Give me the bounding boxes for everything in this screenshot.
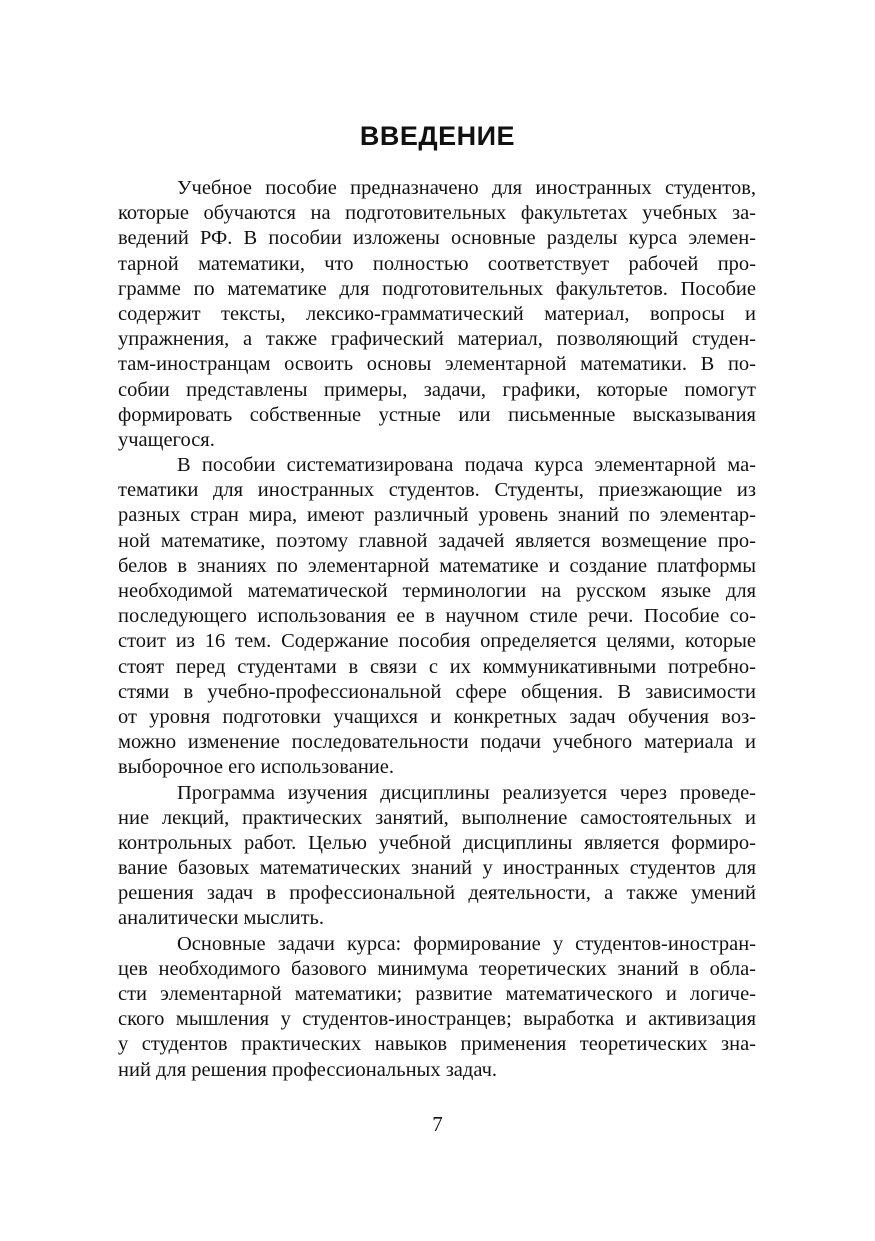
text-line: которые обучаются на подготовительных факультетах учебных за- — [118, 202, 756, 225]
text-line: грамме по математике для подготовительных факультетов. Пособие — [118, 277, 756, 300]
text-line: там-иностранцам освоить основы элементарной математики. В по- — [118, 353, 756, 376]
text-line: Программа изучения дисциплины реализуется через проведе- — [177, 781, 756, 804]
text-line: сти элементарной математики; развитие математического и логиче- — [118, 983, 756, 1005]
text-line: собии представлены примеры, задачи, графики, которые помогут — [118, 378, 756, 401]
text-line: у студентов практических навыков применения теоретических зна- — [118, 1033, 756, 1056]
text-line: Учебное пособие предназначено для иностранных студентов, — [177, 177, 756, 199]
text-line: необходимой математической терминологии на русском языке для — [118, 580, 756, 602]
text-line: содержит тексты, лексико-грамматический материал, вопросы и — [118, 302, 756, 325]
text-line: ние лекций, практических занятий, выполнение самостоятельных и — [118, 806, 756, 829]
text-line: ведений РФ. В пособии изложены основные разделы курса элемен- — [118, 227, 756, 250]
text-line: стоит из 16 тем. Содержание пособия определяется целями, которые — [118, 630, 756, 653]
text-line: тематики для иностранных студентов. Студенты, приезжающие из — [118, 479, 756, 502]
text-line: В пособии систематизирована подача курса элементарной ма- — [177, 454, 756, 477]
text-line: цев необходимого базового минимума теоретических знаний в обла- — [118, 957, 756, 980]
text-line: упражнения, а также графический материал, позволяющий студен- — [118, 328, 756, 351]
text-line: от уровня подготовки учащихся и конкретных задач обучения воз- — [118, 705, 756, 728]
text-line: формировать собственные устные или письменные высказывания — [118, 403, 756, 426]
text-line: Основные задачи курса: формирование у студентов-иностран- — [177, 932, 756, 955]
page-title: ВВЕДЕНИЕ — [359, 121, 516, 151]
text-line: стями в учебно-профессиональной сфере общения. В зависимости — [118, 680, 756, 703]
text-line: учащегося. — [118, 428, 215, 451]
text-line: вание базовых математических знаний у иностранных студентов для — [118, 857, 756, 880]
paragraph — [118, 176, 756, 453]
text-line: ной математике, поэтому главной задачей является возмещение про- — [118, 529, 756, 552]
text-line: последующего использования ее в научном стиле речи. Пособие со- — [118, 605, 756, 628]
text-line: можно изменение последовательности подачи учебного материала и — [118, 731, 756, 754]
text-line: аналитически мыслить. — [118, 907, 325, 930]
paragraph — [118, 781, 756, 932]
text-line: разных стран мира, имеют различный уровень знаний по элементар- — [118, 504, 756, 527]
text-line: выборочное его использование. — [118, 756, 394, 779]
body-text — [118, 176, 756, 1083]
paragraph — [118, 453, 756, 780]
text-line: тарной математики, что полностью соответствует рабочей про- — [118, 252, 756, 275]
text-line: решения задач в профессиональной деятельности, а также умений — [118, 882, 756, 905]
page-number: 7 — [432, 1112, 443, 1136]
text-line: ний для решения профессиональных задач. — [118, 1058, 498, 1081]
text-line: ского мышления у студентов-иностранцев; выработка и активизация — [118, 1008, 756, 1031]
text-line: контрольных работ. Целью учебной дисциплины является формиро- — [118, 831, 756, 854]
paragraph — [118, 932, 756, 1083]
text-line: белов в знаниях по элементарной математике и создание платформы — [118, 554, 756, 577]
text-line: стоят перед студентами в связи с их коммуникативными потребно- — [118, 655, 756, 678]
